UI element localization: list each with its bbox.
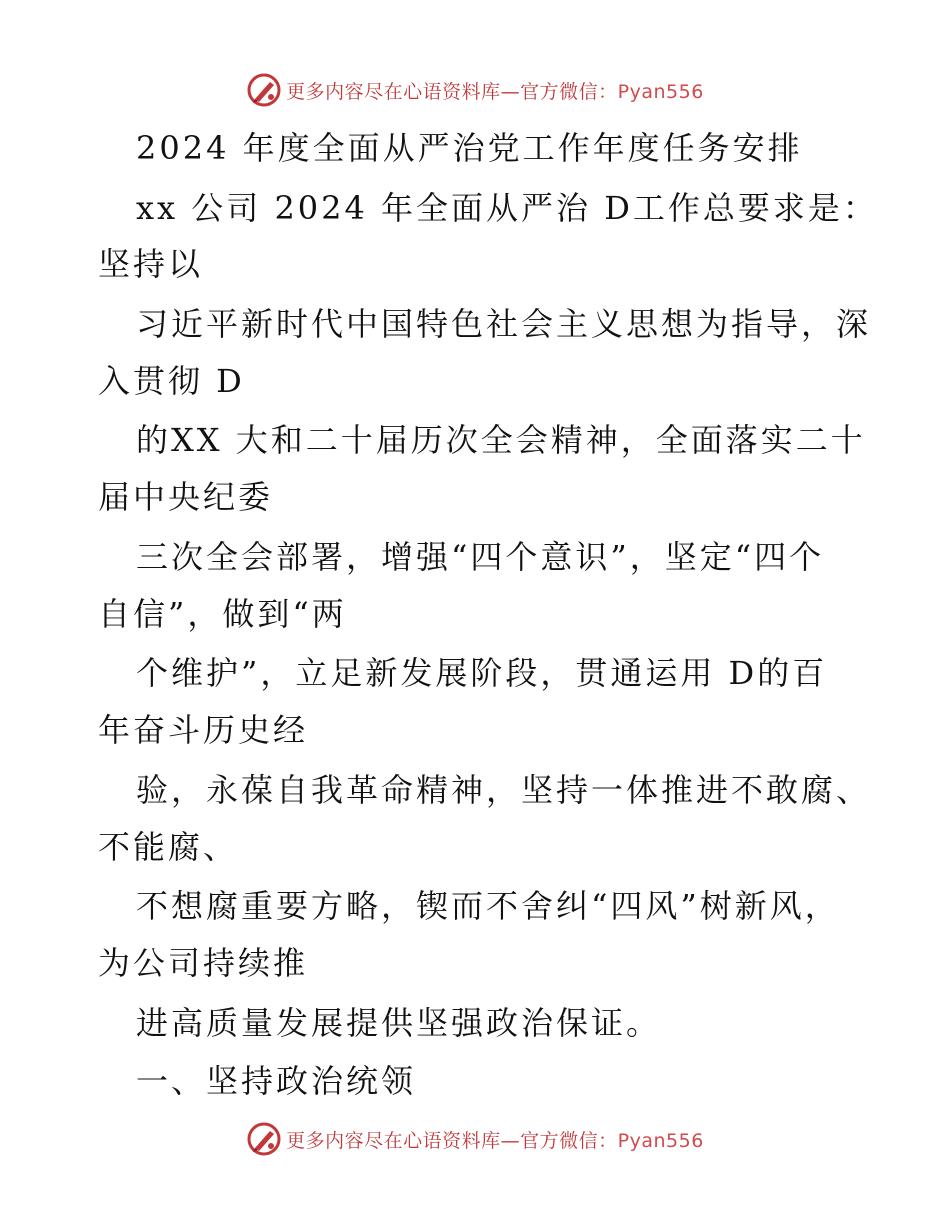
pen-logo-icon [246,72,282,108]
paragraph-line: 为公司持续推 [98,944,309,982]
paragraph-line: 验，永葆自我革命精神，坚持一体推进不敢腐、 [136,771,872,809]
watermark-wechat-id: Pyan556 [617,1129,704,1152]
paragraph-line: 届中央纪委 [98,478,274,516]
section-heading: 一、坚持政治统领 [136,1062,417,1100]
watermark-label: 更多内容尽在心语资料库—官方微信： [286,80,618,103]
header-watermark [0,68,950,112]
paragraph-line: 自信”，做到“两 [98,595,347,633]
watermark-wechat-id: Pyan556 [617,80,704,103]
paragraph-line: 习近平新时代中国特色社会主义思想为指导，深 [136,305,872,343]
document-title: 2024 年度全面从严治党工作年度任务安排 [136,129,803,167]
watermark-text [286,77,704,104]
paragraph-line: 三次全会部署，增强“四个意识”，坚定“四个 [136,538,825,576]
paragraph-line: xx 公司 2024 年全面从严治 D工作总要求是： [136,189,878,227]
paragraph-line: 进高质量发展提供坚强政治保证。 [136,1004,662,1042]
footer-watermark [0,1117,950,1161]
paragraph-line: 的XX 大和二十届历次全会精神，全面落实二十 [136,421,866,459]
paragraph-line: 坚持以 [98,245,204,283]
paragraph-line: 年奋斗历史经 [98,711,309,749]
paragraph-line: 个维护”，立足新发展阶段，贯通运用 D的百 [136,654,828,692]
paragraph-line: 入贯彻 D [98,362,245,400]
watermark-label: 更多内容尽在心语资料库—官方微信： [286,1129,618,1152]
paragraph-line: 不想腐重要方略，锲而不舍纠“四风”树新风， [136,887,840,925]
paragraph-line: 不能腐、 [98,828,239,866]
pen-logo-icon [246,1121,282,1157]
watermark-text [286,1126,704,1153]
